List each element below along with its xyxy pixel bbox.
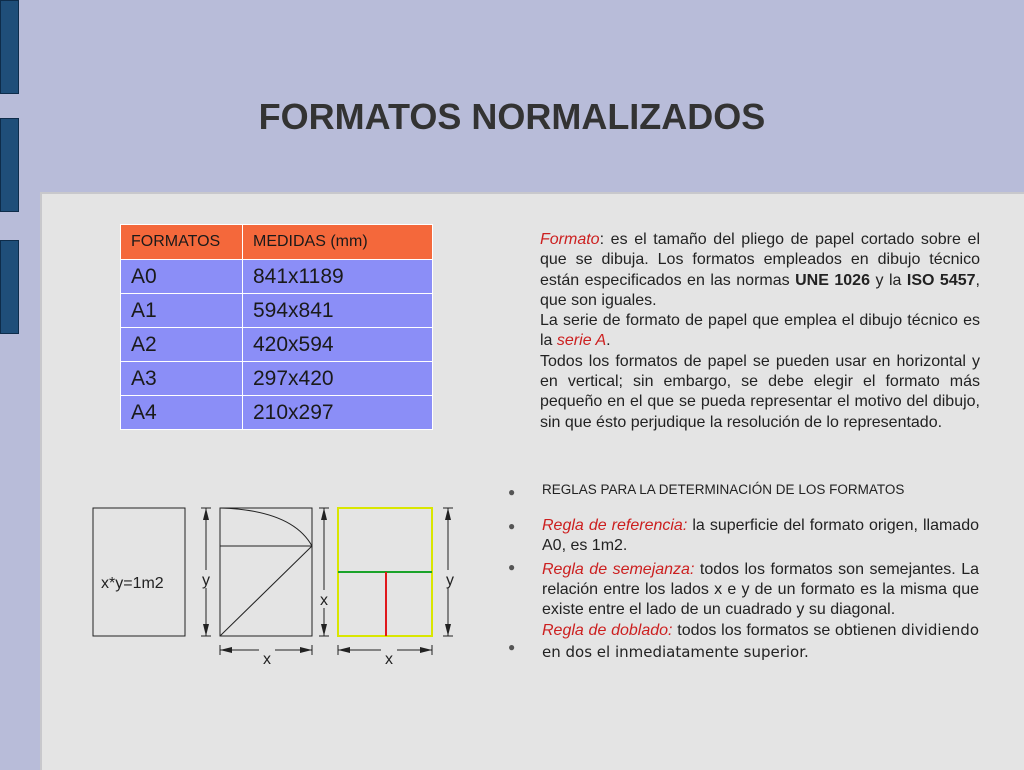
format-cell: A0 (121, 260, 243, 294)
arrow-head (220, 647, 232, 653)
slide-title: FORMATOS NORMALIZADOS (258, 96, 766, 137)
area-rectangle (93, 508, 185, 636)
arrow-head (420, 647, 432, 653)
format-cell: A3 (121, 362, 243, 396)
arrow-head (445, 624, 451, 636)
area-label: x*y=1m2 (101, 575, 164, 592)
size-cell: 594x841 (243, 294, 433, 328)
square-rectangle (220, 508, 312, 636)
x-label: x (263, 651, 271, 668)
arrow-head (203, 508, 209, 520)
description-text: , que son iguales. (540, 271, 980, 309)
y-label: y (202, 572, 210, 589)
y-label: y (446, 572, 454, 589)
description-text: . (606, 332, 611, 350)
x-label: x (320, 592, 328, 609)
description-paragraph-3: Todos los formatos de papel se pueden usar en horizontal y en vertical; sin embargo, se debe elegir el formato más pequeño en el que se pueda representar el motivo del dibujo, sin que ésto perjudique la resolución de lo representado. (540, 352, 980, 431)
arrow-head (321, 624, 327, 636)
norm-une: UNE 1026 (795, 271, 870, 289)
size-cell: 841x1189 (243, 260, 433, 294)
norm-iso: ISO 5457 (906, 271, 976, 289)
term-serie-a: serie A (556, 332, 607, 350)
bullet-icon: ● (508, 519, 516, 533)
rule-label: Regla de doblado: (542, 622, 673, 640)
rule-text: todos los formatos son semejantes. La relación entre los lados x e y de un formato es la misma que existe entre el lado de un cuadrado y su diagonal. (542, 560, 979, 619)
term-formato: Formato (540, 231, 600, 248)
bullet-icon: ● (508, 640, 516, 654)
rule-label: Regla de semejanza: (542, 560, 695, 578)
rule-label: Regla de referencia: (542, 517, 688, 534)
rule-text: la superficie del formato origen, llamado A0, es 1m2. (542, 517, 979, 555)
bullet-icon: ● (508, 485, 516, 499)
arrow-head (321, 508, 327, 520)
arrow-head (445, 508, 451, 520)
format-cell: A2 (121, 328, 243, 362)
diagonal-line (220, 546, 312, 636)
arrow-head (300, 647, 312, 653)
size-cell: 297x420 (243, 362, 433, 396)
header-formatos: FORMATOS (121, 225, 243, 260)
description-text: y la (869, 271, 907, 289)
rule-text: dividiendo en dos el inmediatamente superior. (542, 621, 979, 661)
arrow-head (338, 647, 350, 653)
format-cell: A1 (121, 294, 243, 328)
x-label: x (385, 651, 393, 668)
size-cell: 210x297 (243, 396, 433, 430)
diagonal-arc (220, 508, 312, 546)
size-cell: 420x594 (243, 328, 433, 362)
format-cell: A4 (121, 396, 243, 430)
description-text: : es el tamaño del pliego de papel cortado sobre el que se dibuja. Los formatos empleados en dibujo técnico están especificados en las normas (540, 231, 980, 289)
arrow-head (203, 624, 209, 636)
rule-text: todos los formatos se obtienen (672, 622, 902, 640)
reglas-heading: REGLAS PARA LA DETERMINACIÓN DE LOS FORMATOS (542, 482, 905, 497)
header-medidas: MEDIDAS (mm) (243, 225, 433, 260)
description-text: La serie de formato de papel que emplea el dibujo técnico es la (540, 312, 980, 350)
bullet-icon: ● (508, 560, 516, 574)
